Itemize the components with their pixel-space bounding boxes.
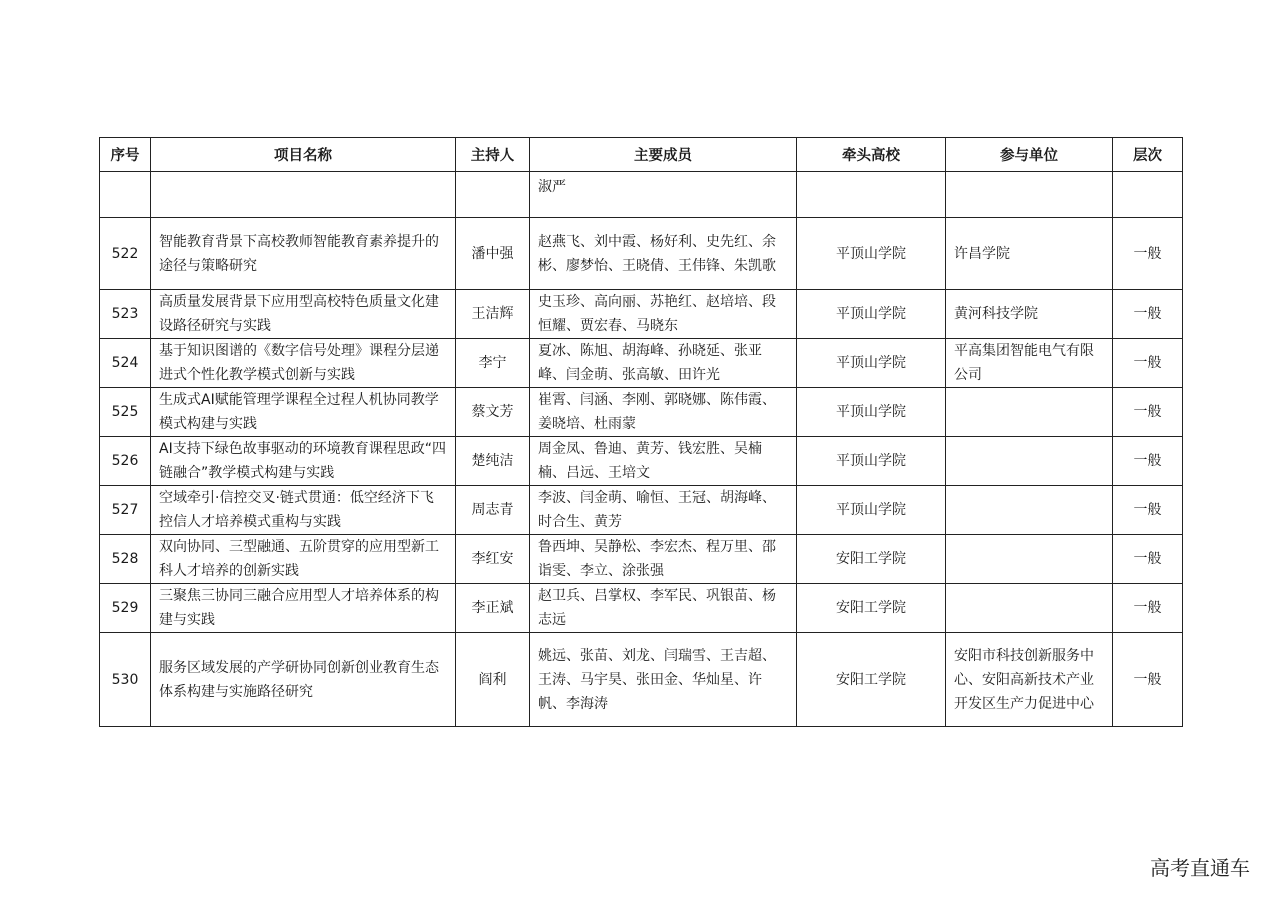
row-no: 527 (100, 486, 151, 535)
row-partner (946, 437, 1113, 486)
carryover-members: 淑严 (530, 172, 797, 218)
header-host: 主持人 (456, 138, 530, 172)
row-project-name: 智能教育背景下高校教师智能教育素养提升的途径与策略研究 (151, 218, 456, 290)
row-no: 529 (100, 584, 151, 633)
row-lead-school: 安阳工学院 (797, 584, 946, 633)
row-host: 潘中强 (456, 218, 530, 290)
row-host: 周志青 (456, 486, 530, 535)
row-project-name: 服务区域发展的产学研协同创新创业教育生态体系构建与实施路径研究 (151, 633, 456, 727)
row-level: 一般 (1113, 290, 1183, 339)
row-level: 一般 (1113, 486, 1183, 535)
row-partner (946, 584, 1113, 633)
row-members: 姚远、张苗、刘龙、闫瑞雪、王吉超、王涛、马宇昊、张田金、华灿星、许帆、李海涛 (530, 633, 797, 727)
row-level: 一般 (1113, 535, 1183, 584)
row-host: 蔡文芳 (456, 388, 530, 437)
row-lead-school: 平顶山学院 (797, 388, 946, 437)
row-level: 一般 (1113, 633, 1183, 727)
row-lead-school: 平顶山学院 (797, 218, 946, 290)
row-lead-school: 平顶山学院 (797, 486, 946, 535)
row-project-name: 高质量发展背景下应用型高校特色质量文化建设路径研究与实践 (151, 290, 456, 339)
row-project-name: AI支持下绿色故事驱动的环境教育课程思政“四链融合”教学模式构建与实践 (151, 437, 456, 486)
table-row (100, 290, 1183, 339)
row-host: 楚纯洁 (456, 437, 530, 486)
row-members: 史玉珍、高向丽、苏艳红、赵培培、段恒耀、贾宏春、马晓东 (530, 290, 797, 339)
row-partner (946, 535, 1113, 584)
table-row (100, 633, 1183, 727)
row-no: 524 (100, 339, 151, 388)
table-row (100, 486, 1183, 535)
row-host: 李宁 (456, 339, 530, 388)
row-project-name: 空域牵引·信控交叉·链式贯通：低空经济下飞控信人才培养模式重构与实践 (151, 486, 456, 535)
row-no: 526 (100, 437, 151, 486)
table-row-carryover (100, 172, 1183, 218)
row-host: 阎利 (456, 633, 530, 727)
header-level: 层次 (1113, 138, 1183, 172)
header-members: 主要成员 (530, 138, 797, 172)
table-row (100, 218, 1183, 290)
row-project-name: 三聚焦三协同三融合应用型人才培养体系的构建与实践 (151, 584, 456, 633)
table-row (100, 388, 1183, 437)
row-lead-school: 平顶山学院 (797, 339, 946, 388)
row-level: 一般 (1113, 339, 1183, 388)
row-partner: 平高集团智能电气有限公司 (946, 339, 1113, 388)
row-members: 崔霄、闫涵、李刚、郭晓娜、陈伟霞、姜晓培、杜雨蒙 (530, 388, 797, 437)
project-table (99, 137, 1183, 727)
header-project-name: 项目名称 (151, 138, 456, 172)
table-header-row (100, 138, 1183, 172)
header-partner: 参与单位 (946, 138, 1113, 172)
row-partner (946, 486, 1113, 535)
row-host: 李红安 (456, 535, 530, 584)
row-partner: 安阳市科技创新服务中心、安阳高新技术产业开发区生产力促进中心 (946, 633, 1113, 727)
row-project-name: 基于知识图谱的《数字信号处理》课程分层递进式个性化教学模式创新与实践 (151, 339, 456, 388)
header-lead-school: 牵头高校 (797, 138, 946, 172)
watermark-text: 高考直通车 (1150, 856, 1250, 880)
row-level: 一般 (1113, 218, 1183, 290)
row-partner: 许昌学院 (946, 218, 1113, 290)
row-no: 528 (100, 535, 151, 584)
row-partner: 黄河科技学院 (946, 290, 1113, 339)
row-lead-school: 平顶山学院 (797, 290, 946, 339)
table-row (100, 535, 1183, 584)
row-members: 周金凤、鲁迪、黄芳、钱宏胜、吴楠楠、吕远、王培文 (530, 437, 797, 486)
row-level: 一般 (1113, 388, 1183, 437)
row-partner (946, 388, 1113, 437)
row-no: 523 (100, 290, 151, 339)
row-no: 530 (100, 633, 151, 727)
row-members: 李波、闫金萌、喻恒、王冠、胡海峰、时合生、黄芳 (530, 486, 797, 535)
row-no: 522 (100, 218, 151, 290)
row-lead-school: 安阳工学院 (797, 535, 946, 584)
row-members: 夏冰、陈旭、胡海峰、孙晓延、张亚峰、闫金萌、张高敏、田许光 (530, 339, 797, 388)
row-project-name: 双向协同、三型融通、五阶贯穿的应用型新工科人才培养的创新实践 (151, 535, 456, 584)
row-project-name: 生成式AI赋能管理学课程全过程人机协同教学模式构建与实践 (151, 388, 456, 437)
row-host: 王洁辉 (456, 290, 530, 339)
header-no: 序号 (100, 138, 151, 172)
row-level: 一般 (1113, 584, 1183, 633)
table-row (100, 437, 1183, 486)
row-lead-school: 安阳工学院 (797, 633, 946, 727)
row-host: 李正斌 (456, 584, 530, 633)
table-row (100, 584, 1183, 633)
row-members: 鲁西坤、吴静松、李宏杰、程万里、邵诣雯、李立、涂张强 (530, 535, 797, 584)
row-lead-school: 平顶山学院 (797, 437, 946, 486)
row-no: 525 (100, 388, 151, 437)
row-level: 一般 (1113, 437, 1183, 486)
row-members: 赵燕飞、刘中霞、杨好利、史先红、余彬、廖梦怡、王晓倩、王伟锋、朱凯歌 (530, 218, 797, 290)
row-members: 赵卫兵、吕掌权、李军民、巩银苗、杨志远 (530, 584, 797, 633)
table-row (100, 339, 1183, 388)
